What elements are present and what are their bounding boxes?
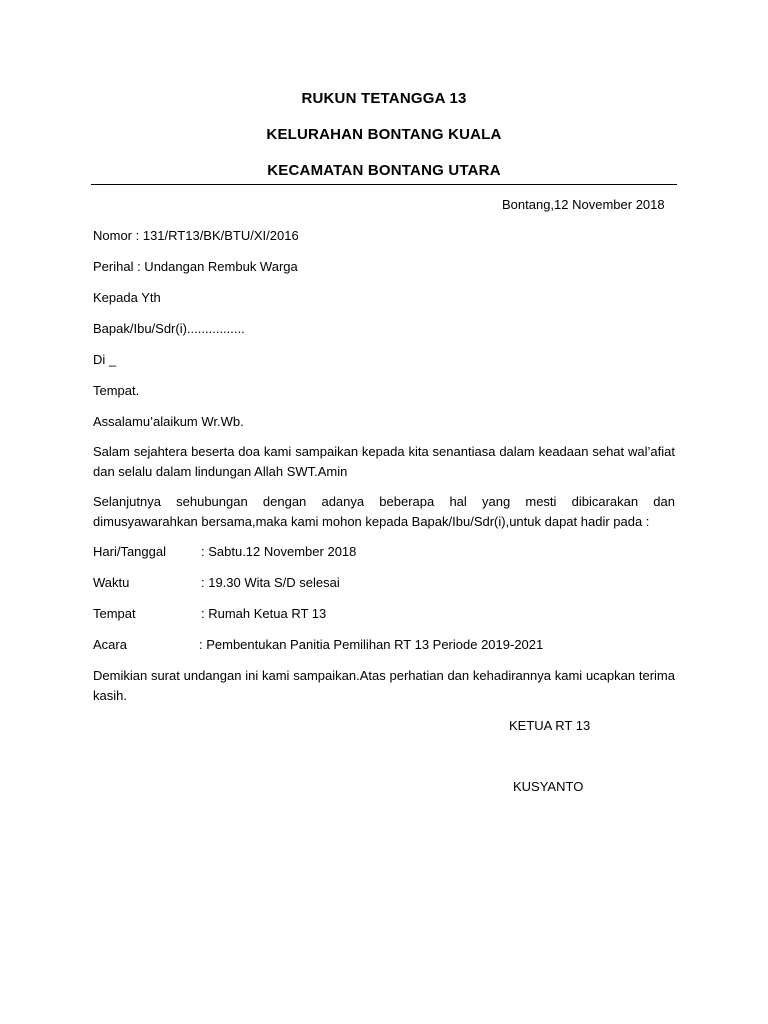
header-kecamatan: KECAMATAN BONTANG UTARA xyxy=(267,162,501,179)
addressee-place: Tempat. xyxy=(93,383,140,398)
detail-label-time: Waktu xyxy=(93,575,130,590)
header-rt: RUKUN TETANGGA 13 xyxy=(301,90,467,107)
signature-name: KUSYANTO xyxy=(513,779,584,794)
detail-label-place: Tempat xyxy=(93,606,136,621)
greeting: Assalamu’alaikum Wr.Wb. xyxy=(93,414,244,429)
signature-title: KETUA RT 13 xyxy=(509,718,591,733)
detail-value-time: : 19.30 Wita S/D selesai xyxy=(201,575,340,590)
addressee-recipient: Bapak/Ibu/Sdr(i)................ xyxy=(93,321,245,336)
paragraph-closing: Demikian surat undangan ini kami sampaikan.Atas perhatian dan kehadirannya kami ucapkan terima kasih. xyxy=(93,668,675,703)
addressee-di: Di _ xyxy=(93,352,117,367)
letter-date: Bontang,12 November 2018 xyxy=(502,197,665,212)
detail-label-agenda: Acara xyxy=(93,637,127,652)
addressee-label: Kepada Yth xyxy=(93,290,161,305)
detail-value-place: : Rumah Ketua RT 13 xyxy=(201,606,327,621)
paragraph-greeting-wish: Salam sejahtera beserta doa kami sampaikan kepada kita senantiasa dalam keadaan sehat wal’afiat dan selalu dalam lindungan Allah SWT.Amin xyxy=(93,444,675,479)
letter-subject: Perihal : Undangan Rembuk Warga xyxy=(93,259,298,274)
detail-value-agenda: : Pembentukan Panitia Pemilihan RT 13 Periode 2019-2021 xyxy=(199,637,544,652)
letter-number: Nomor : 131/RT13/BK/BTU/XI/2016 xyxy=(93,228,299,243)
header-kelurahan: KELURAHAN BONTANG KUALA xyxy=(266,126,502,143)
paragraph-invitation: Selanjutnya sehubungan dengan adanya beberapa hal yang mesti dibicarakan dan dimusyawarahkan bersama,maka kami mohon kepada Bapak/Ibu/Sdr(i),untuk dapat hadir pada : xyxy=(93,494,675,529)
header-divider xyxy=(91,184,677,185)
detail-label-date: Hari/Tanggal xyxy=(93,544,166,559)
detail-value-date: : Sabtu.12 November 2018 xyxy=(201,544,357,559)
